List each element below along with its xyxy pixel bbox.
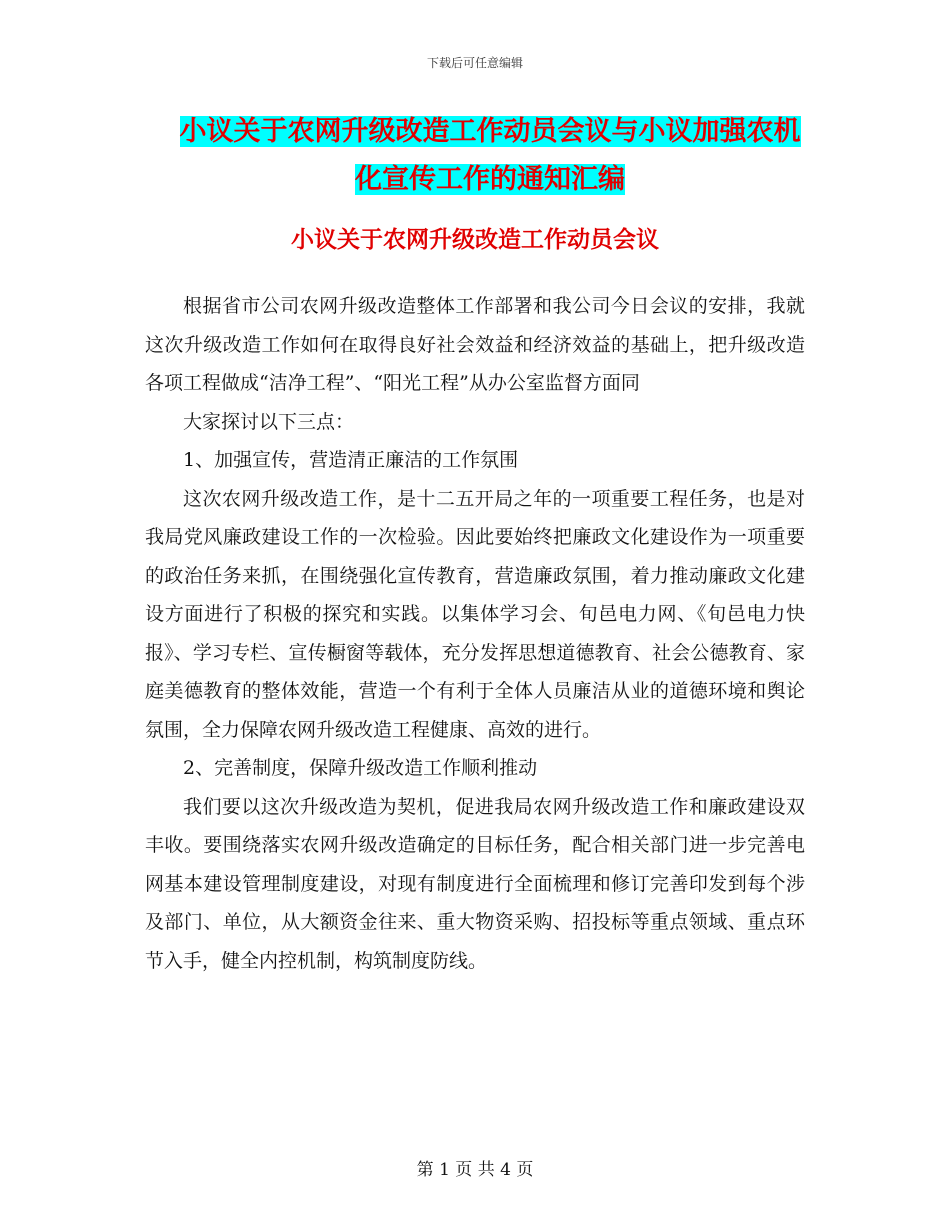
- paragraph: 这次农网升级改造工作，是十二五开局之年的一项重要工程任务，也是对我局党风廉政建设工作的一次检验。因此要始终把廉政文化建设作为一项重要的政治任务来抓，在围绕强化宣传教育，营造廉政氛围，着力推动廉政文化建设方面进行了积极的探究和实践。以集体学习会、旬邑电力网、《旬邑电力快报》、学习专栏、宣传橱窗等载体，充分发挥思想道德教育、社会公德教育、家庭美德教育的整体效能，营造一个有利于全体人员廉洁从业的道德环境和舆论氛围，全力保障农网升级改造工程健康、高效的进行。: [145, 487, 805, 741]
- paragraph: 我们要以这次升级改造为契机，促进我局农网升级改造工作和廉政建设双丰收。要围绕落实农网升级改造确定的目标任务，配合相关部门进一步完善电网基本建设管理制度建设，对现有制度进行全面梳理和修订完善印发到每个涉及部门、单位，从大额资金往来、重大物资采购、招投标等重点领域、重点环节入手，健全内控机制，构筑制度防线。: [145, 795, 805, 972]
- document-title: [140, 108, 840, 204]
- paragraph: 大家探讨以下三点：: [183, 410, 355, 433]
- page-header: 下载后可任意编辑: [426, 56, 523, 70]
- page-footer: 第 1 页 共 4 页: [416, 1160, 534, 1180]
- document-body: [145, 287, 805, 980]
- paragraph: 1、加强宣传，营造清正廉洁的工作氛围: [183, 449, 519, 471]
- paragraph: 根据省市公司农网升级改造整体工作部署和我公司今日会议的安排，我就这次升级改造工作如何在取得良好社会效益和经济效益的基础上，把升级改造各项工程做成“洁净工程”、“阳光工程”从办公室监督方面同: [145, 295, 805, 394]
- paragraph: 2、完善制度，保障升级改造工作顺利推动: [183, 757, 538, 779]
- section-title: 小议关于农网升级改造工作动员会议: [291, 226, 659, 253]
- title-line-2: 化宣传工作的通知汇编: [355, 164, 625, 195]
- title-line-1: 小议关于农网升级改造工作动员会议与小议加强农机: [179, 116, 801, 147]
